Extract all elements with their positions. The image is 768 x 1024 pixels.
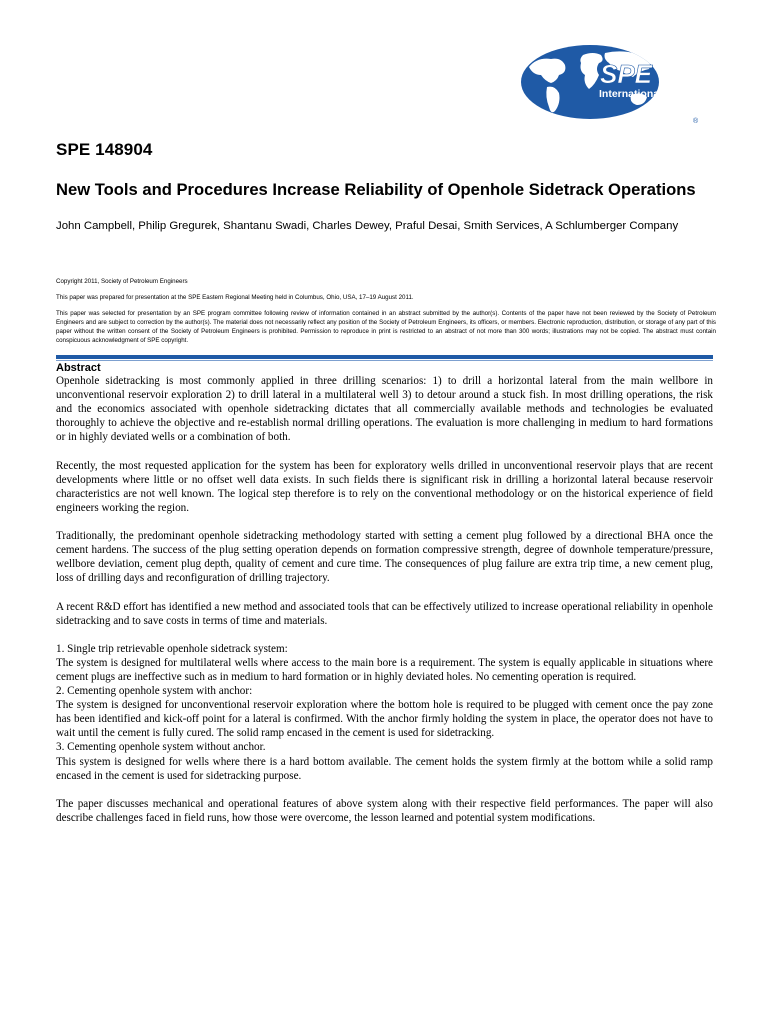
copyright-line: Copyright 2011, Society of Petroleum Engineers	[56, 278, 188, 285]
list-item-text: This system is designed for wells where there is a hard bottom available. The cement holds the system firmly at the bottom while a solid ramp encased in the cement is used for sidetracking purpose.	[56, 755, 713, 782]
abstract-paragraph: Openhole sidetracking is most commonly applied in three drilling scenarios: 1) to drill a horizontal lateral from the main wellbore in unconventional reservoir exploration 2) to drill lateral in a multilateral well 3) to detour around a stuck fish. In most drilling operations, the risk and the economics associated with openhole sidetracking dictates that all commercially available methods and technologies be evaluated thoroughly to achieve the objective and re-establish normal drilling operations. The evaluation is more challenging in medium to hard formations or in highly deviated wells or a combination of both.	[56, 375, 713, 444]
svg-text:International: International	[599, 88, 663, 100]
paper-number: SPE 148904	[56, 140, 153, 159]
abstract-paragraph: The paper discusses mechanical and operational features of above system along with their respective field performances. The paper will also describe challenges faced in field runs, how those were overcome, the lesson learned and potential system modifications.	[56, 797, 713, 824]
abstract-heading: Abstract	[56, 362, 101, 374]
list-item-text: The system is designed for multilateral wells where access to the main bore is a requirement. The system is equally applicable in situations where cement plugs are ineffective such as in medium to hard formation or in highly deviated holes. No cementing operation is required.	[56, 656, 713, 683]
svg-text:®: ®	[693, 118, 699, 125]
list-item-heading: 3. Cementing openhole system without anchor.	[56, 741, 266, 754]
abstract-paragraph: Traditionally, the predominant openhole sidetracking methodology started with setting a cement plug followed by a directional BHA once the cement hardens. The success of the plug setting operation depends on formation compressive strength, degree of downhole temperature/pressure, wellbore deviation, cement plug depth, quality of cement and cure time. The consequences of plug failure are extra trip time, a new cement plug, loss of drilling days and reconfiguration of drilling trajectory.	[56, 530, 713, 585]
section-divider	[56, 355, 713, 359]
abstract-paragraph: Recently, the most requested application for the system has been for exploratory wells drilled in unconventional reservoir plays that are recent developments where little or no offset well data exists. In such fields there is significant risk in drilling a horizontal lateral because reservoir characteristics are not well known. The logical step therefore is to rely on the conventional methodology or on the historical experience of field engineers working the region.	[56, 459, 713, 514]
section-divider-thin	[56, 360, 713, 361]
list-item-text: The system is designed for unconventional reservoir exploration where the bottom hole is required to be plugged with cement once the pay zone has been identified and kick-off point for a lateral is confirmed. With the anchor firmly holding the system in place, the operator does not have to wait until the cement is fully cured. The solid ramp encased in the cement is used for sidetracking.	[56, 699, 713, 740]
list-item-heading: 1. Single trip retrievable openhole sidetrack system:	[56, 642, 288, 655]
presentation-note: This paper was prepared for presentation at the SPE Eastern Regional Meeting held in Columbus, Ohio, USA, 17–19 August 2011.	[56, 294, 414, 301]
author-list: John Campbell, Philip Gregurek, Shantanu Swadi, Charles Dewey, Praful Desai, Smith Services, A Schlumberger Company	[56, 220, 679, 232]
abstract-paragraph: A recent R&D effort has identified a new method and associated tools that can be effectively utilized to increase operational reliability in openhole sidetracking and to save costs in terms of time and materials.	[56, 600, 713, 627]
svg-text:SPE: SPE	[600, 59, 653, 89]
list-item-heading: 2. Cementing openhole system with anchor:	[56, 685, 253, 698]
abstract-body	[56, 374, 713, 839]
spe-international-logo	[521, 45, 711, 127]
review-notice: This paper was selected for presentation by an SPE program committee following review of information contained in an abstract submitted by the author(s). Contents of the paper have not been reviewed by the Society of Petroleum Engineers and are subject to correction by the author(s). The material does not necessarily reflect any position of the Society of Petroleum Engineers, its officers, or members. Electronic reproduction, distribution, or storage of any part of this paper without the written consent of the Society of Petroleum Engineers is prohibited. Permission to reproduce in print is restricted to an abstract of not more than 300 words; illustrations may not be copied. The abstract must contain conspicuous acknowledgment of SPE copyright.	[56, 310, 716, 344]
paper-title: New Tools and Procedures Increase Reliability of Openhole Sidetrack Operations	[56, 180, 696, 199]
